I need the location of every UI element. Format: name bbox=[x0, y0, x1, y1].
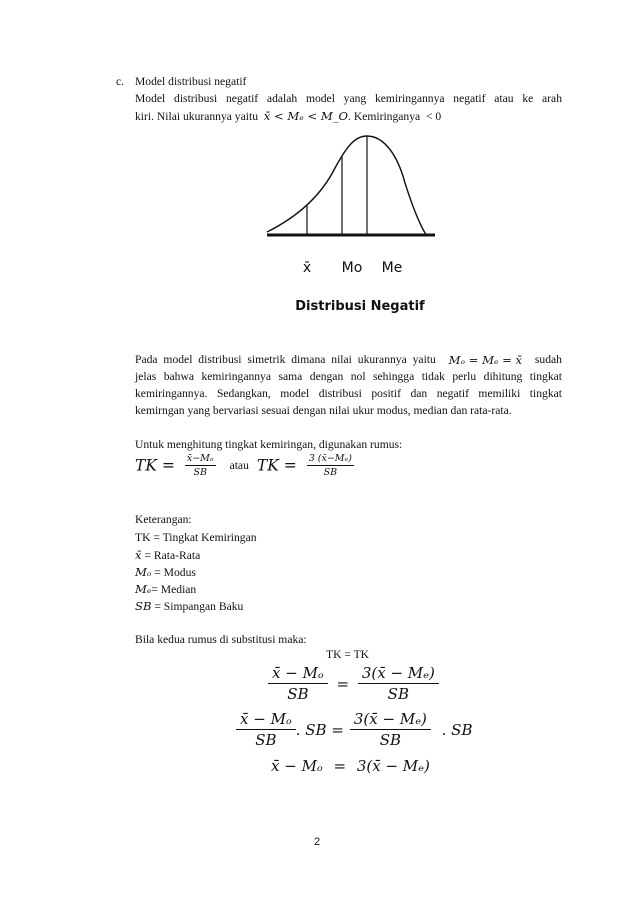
keterangan-symbol: TK bbox=[135, 531, 151, 544]
equation-1-right-fraction bbox=[358, 664, 439, 703]
substitusi-intro: Bila kedua rumus di substitusi maka: bbox=[135, 633, 307, 646]
paragraph2-line-1-math: Mₒ = Mₑ = x̄ bbox=[448, 353, 523, 367]
figure-label-median: Me bbox=[381, 260, 403, 276]
formula-2-denominator: SB bbox=[323, 467, 338, 478]
paragraph2-line-1 bbox=[135, 352, 562, 368]
keterangan-title: Keterangan: bbox=[135, 513, 192, 526]
keterangan-item-median bbox=[135, 581, 196, 598]
equation-1-left-numerator: x̄ − Mₒ bbox=[272, 664, 324, 682]
page-number: 2 bbox=[314, 836, 321, 848]
equation-2-right-fraction bbox=[350, 710, 431, 749]
figure-label-mean: x̄ bbox=[302, 260, 312, 276]
equation-1-left-denominator: SB bbox=[287, 685, 309, 703]
equation-2-middle: . SB = bbox=[295, 720, 344, 739]
keterangan-desc: = Tingkat Kemiringan bbox=[150, 531, 257, 544]
formula-1-fraction bbox=[185, 453, 216, 478]
equation-1-equals: = bbox=[336, 674, 350, 693]
intro-line-1: Model distribusi negatif adalah model yang kemiringannya negatif atau ke arah bbox=[135, 92, 562, 105]
section-marker: c. bbox=[116, 75, 125, 88]
negative-distribution-figure bbox=[255, 128, 455, 318]
equation-1-right-denominator: SB bbox=[387, 685, 409, 703]
section-heading: Model distribusi negatif bbox=[135, 75, 247, 88]
keterangan-desc: = Simpangan Baku bbox=[151, 600, 244, 613]
intro-line-2-text: kiri. Nilai ukurannya yaitu bbox=[135, 110, 258, 123]
distribution-curve bbox=[267, 136, 427, 236]
paragraph2-line-3: kemiringannya. Sedangkan, model distribusi positif dan negatif memiliki tingkat bbox=[135, 387, 562, 400]
figure-label-mode: Mo bbox=[341, 260, 363, 276]
intro-line-2 bbox=[135, 108, 441, 125]
equation-2 bbox=[236, 710, 472, 749]
keterangan-symbol: Mₒ bbox=[135, 565, 152, 579]
figure-caption: Distribusi Negatif bbox=[295, 299, 425, 314]
equation-2-right-denominator: SB bbox=[379, 731, 402, 749]
equation-3-left: x̄ − Mₒ bbox=[271, 757, 323, 775]
equation-2-left-denominator: SB bbox=[255, 731, 277, 749]
keterangan-symbol: Mₑ bbox=[135, 582, 152, 596]
formula-1-numerator: x̄−Mₒ bbox=[186, 453, 214, 464]
equation-1-left-fraction bbox=[268, 664, 328, 703]
keterangan-item-sb bbox=[135, 598, 243, 615]
equation-1 bbox=[268, 664, 439, 703]
formula-row bbox=[135, 453, 354, 478]
intro-line-2-math: x̄ < Mₑ < M_O bbox=[263, 109, 349, 123]
paragraph2-line-1-text: Pada model distribusi simetrik dimana nilai ukurannya yaitu bbox=[135, 353, 436, 366]
keterangan-symbol: x̄ bbox=[135, 548, 142, 562]
equation-1-right-numerator: 3(x̄ − Mₑ) bbox=[361, 664, 435, 682]
equation-2-tail: . SB bbox=[441, 720, 473, 739]
equation-2-left-numerator: x̄ − Mₒ bbox=[240, 710, 292, 728]
formula-2-fraction bbox=[307, 453, 354, 478]
keterangan-item-mean bbox=[135, 547, 200, 564]
paragraph2-line-1-end: sudah bbox=[534, 353, 562, 366]
equation-2-right-numerator: 3(x̄ − Mₑ) bbox=[353, 710, 427, 728]
formula-intro: Untuk menghitung tingkat kemiringan, digunakan rumus: bbox=[135, 438, 403, 451]
equation-3 bbox=[271, 757, 430, 775]
equation-2-left-fraction bbox=[236, 710, 296, 749]
equation-3-right: 3(x̄ − Mₑ) bbox=[356, 757, 430, 775]
keterangan-item-mode bbox=[135, 564, 196, 581]
formula-atau: atau bbox=[229, 458, 249, 472]
intro-line-2-text-b: . Kemiringanya bbox=[348, 110, 421, 123]
keterangan-desc: = Median bbox=[151, 583, 197, 596]
equation-3-equals: = bbox=[333, 757, 347, 775]
formula-1-lhs: TK = bbox=[135, 456, 175, 475]
keterangan-item-tk bbox=[135, 530, 257, 546]
keterangan-symbol: SB bbox=[135, 599, 152, 613]
paragraph2-line-4: kemirngan yang bervariasi sesuai dengan nilai ukur modus, median dan rata-rata. bbox=[135, 404, 512, 417]
tk-equals-tk: TK = TK bbox=[326, 648, 370, 661]
keterangan-desc: = Modus bbox=[151, 566, 196, 579]
paragraph2-line-2: jelas bahwa kemiringannya sama dengan nol sehingga tidak perlu dihitung tingkat bbox=[135, 370, 562, 383]
formula-2-lhs: TK = bbox=[256, 456, 297, 475]
keterangan-desc: = Rata-Rata bbox=[141, 549, 201, 562]
intro-line-2-text-c: < 0 bbox=[425, 110, 442, 123]
formula-2-numerator: 3 (x̄−Mₑ) bbox=[308, 453, 352, 464]
formula-1-denominator: SB bbox=[193, 467, 207, 478]
